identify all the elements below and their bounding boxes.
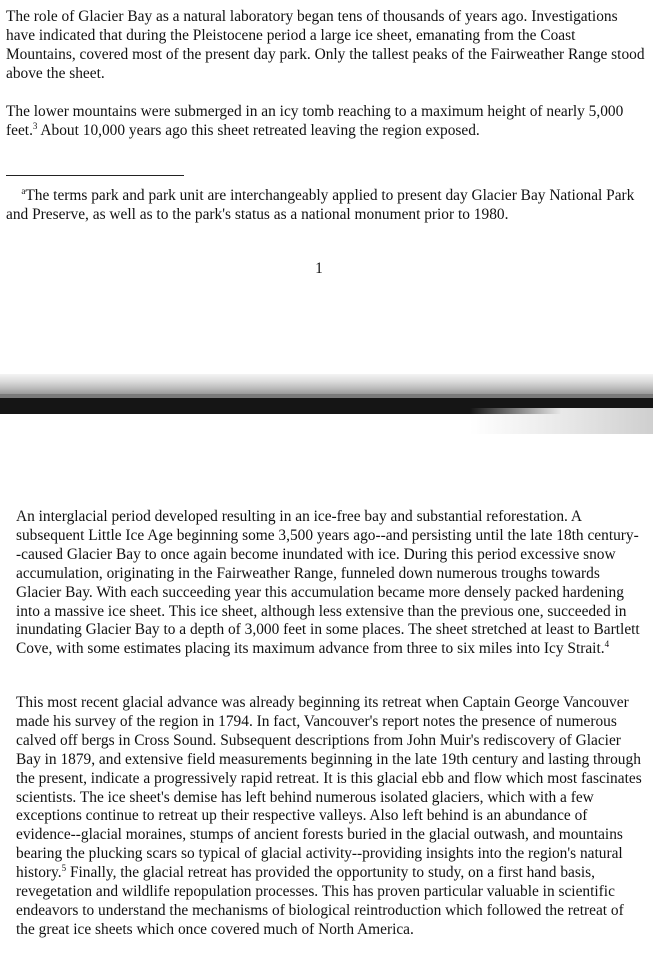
paragraph-text: An interglacial period developed resulting in an ice-free bay and substantial reforestation. A subsequent Little Ice Age beginning some 3,500 years ago--and persisting until the late 18th century--caused Glacier Bay to once again become inundated with ice. During this period excessive snow accumulation, originating in the Fairweather Range, funneled down numerous troughs towards Glacier Bay. With each succeeding year this accumulation became more densely packed hardening into a massive ice sheet. This ice sheet, although less extensive than the previous one, succeeded in inundating Glacier Bay to a depth of 3,000 feet in some places. The sheet stretched at least to Bartlett Cove, with some estimates placing its maximum advance from three to six miles into Icy Strait. <box>16 508 640 658</box>
page-number: 1 <box>315 260 323 277</box>
paragraph-pleistocene <box>6 8 646 84</box>
paragraph-text-tail: About 10,000 years ago this sheet retreated leaving the region exposed. <box>37 121 480 139</box>
paragraph-vancouver <box>16 694 642 940</box>
paragraph-icy-tomb <box>6 103 646 141</box>
footnote-ref: 5 <box>61 863 67 874</box>
footnote <box>6 187 646 225</box>
footnote-mark: a <box>21 185 26 196</box>
footnote-ref: 4 <box>604 639 610 650</box>
page-two <box>0 430 653 969</box>
footnote-divider <box>6 175 184 176</box>
footnote-ref: 3 <box>32 120 38 131</box>
paragraph-text: This most recent glacial advance was already beginning its retreat when Captain George Vancouver made his survey of the region in 1794. In fact, Vancouver's report notes the presence of numerous calved off bergs in Cross Sound. Subsequent descriptions from John Muir's rediscovery of Glacier Bay in 1879, and extensive field measurements beginning in the late 19th century and lasting through the present, indicate a progressively rapid retreat. It is this glacial ebb and flow which most fascinates scientists. The ice sheet's demise has left behind numerous isolated glaciers, which with a few exceptions continue to retreat up their respective valleys. Also left behind is an abundance of evidence--glacial moraines, stumps of ancient forests buried in the glacial outwash, and mountains bearing the plucking scars so typical of glacial activity--providing insights into the region's natural history. <box>16 694 642 882</box>
paragraph-text: The role of Glacier Bay as a natural laboratory began tens of thousands of years ago. Investigations have indicated that during the Pleistocene period a large ice sheet, emanating from the Coast Mountains, covered most of the present day park. Only the tallest peaks of the Fairweather Range stood above the sheet. <box>6 8 645 82</box>
paragraph-text-tail: Finally, the glacial retreat has provided the opportunity to study, on a first hand basis, revegetation and wildlife repopulation processes. This has proven particular valuable in scientific endeavors to understand the mechanisms of biological reintroduction which followed the retreat of the great ice sheets which once covered much of North America. <box>16 864 624 938</box>
footnote-text: The terms park and park unit are interchangeably applied to present day Glacier Bay National Park and Preserve, as well as to the park's status as a national monument prior to 1980. <box>6 187 635 223</box>
page-one <box>0 0 653 372</box>
paragraph-text: The lower mountains were submerged in an icy tomb reaching to a maximum height of nearly 5,000 feet. <box>6 103 624 139</box>
paragraph-little-ice-age <box>16 508 642 659</box>
scan-page-break-light <box>0 374 653 394</box>
